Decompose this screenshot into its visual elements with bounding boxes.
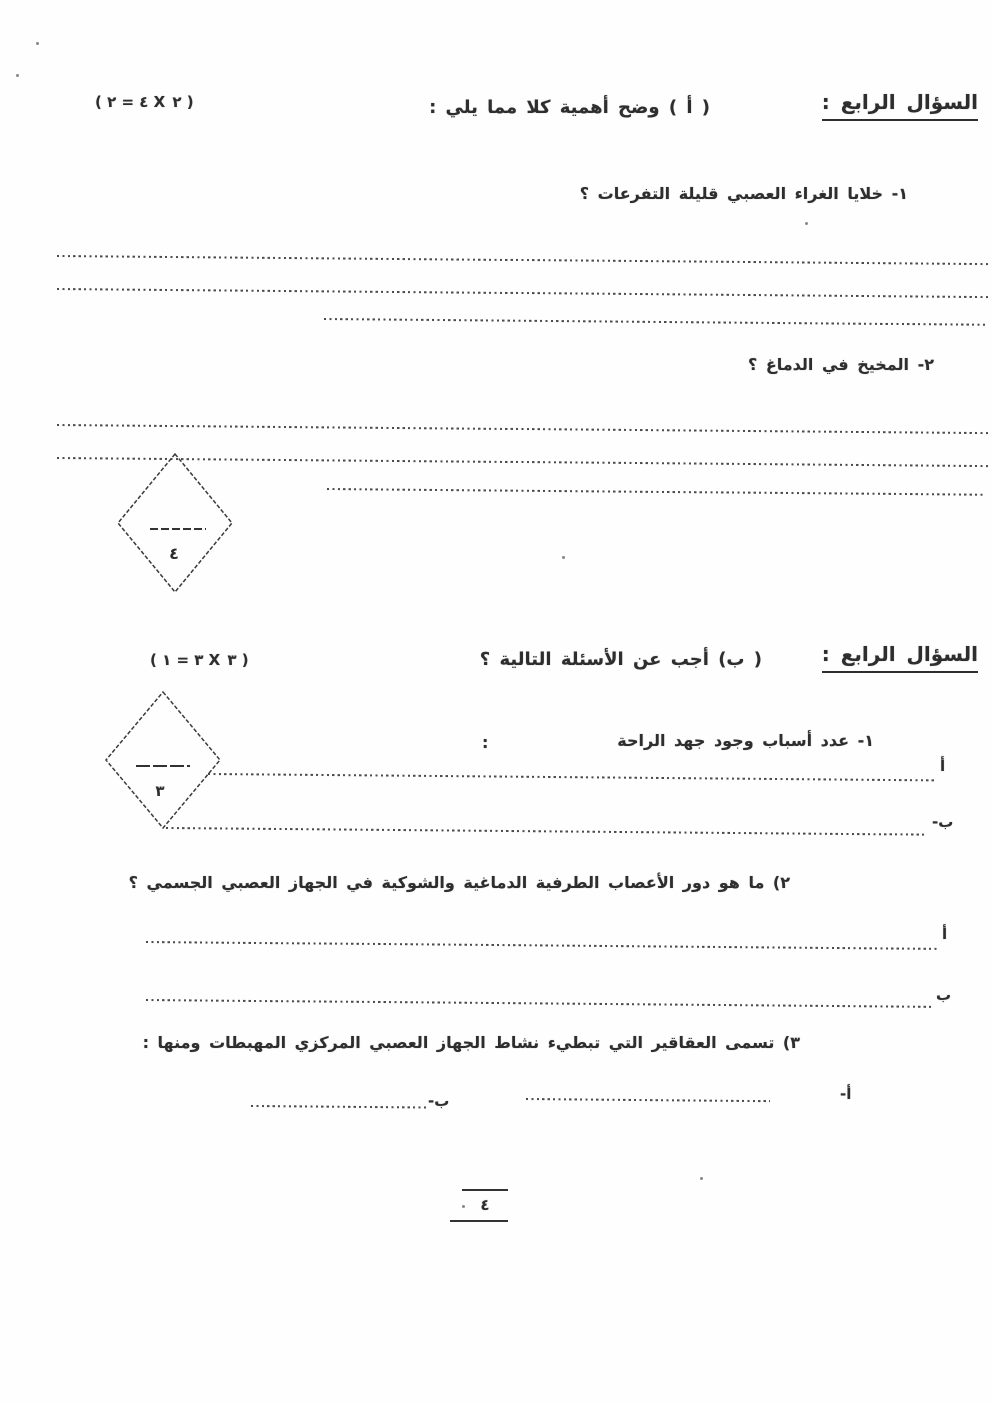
question-b2: ٢) ما هو دور الأعصاب الطرفية الدماغية والشوكية في الجهاز العصبي الجسمي ؟ bbox=[128, 873, 790, 892]
answer-dotted-line bbox=[146, 999, 934, 1008]
answer-dotted-line bbox=[208, 773, 936, 782]
section-a-marks: ( ٤ = ٢ X ٢ ) bbox=[95, 93, 194, 111]
answer-label-b2-a: أ bbox=[942, 925, 948, 943]
section-a-title: السؤال الرابع : bbox=[822, 90, 978, 121]
answer-dotted-line bbox=[146, 941, 938, 950]
answer-dotted-line bbox=[251, 1105, 427, 1109]
scan-speck bbox=[462, 1205, 465, 1208]
footer-page-number: ٤ bbox=[480, 1196, 490, 1214]
scan-speck bbox=[16, 74, 19, 77]
question-a1: ١- خلايا الغراء العصبي قليلة التفرعات ؟ bbox=[579, 184, 908, 203]
answer-label-b2-b: ب bbox=[936, 986, 952, 1004]
section-b-instruction: ( ب) أجب عن الأسئلة التالية ؟ bbox=[479, 649, 762, 670]
scan-speck bbox=[805, 222, 808, 225]
scan-speck bbox=[700, 1177, 703, 1180]
answer-label-b3-a: أ- bbox=[840, 1085, 852, 1103]
question-a2: ٢- المخيخ في الدماغ ؟ bbox=[747, 355, 934, 374]
answer-dotted-line bbox=[166, 827, 926, 836]
score-total-a: ٤ bbox=[169, 544, 179, 563]
question-b1: ١- عدد أسباب وجود جهد الراحة bbox=[617, 731, 874, 750]
answer-dotted-line bbox=[57, 424, 990, 435]
answer-dotted-line bbox=[526, 1098, 770, 1103]
footer-rule-bottom bbox=[450, 1220, 508, 1222]
score-diamond-a bbox=[110, 446, 240, 596]
answer-dotted-line bbox=[324, 318, 986, 326]
scan-speck bbox=[36, 42, 39, 45]
diamond-outline bbox=[106, 692, 220, 828]
question-b1-colon: : bbox=[482, 733, 489, 752]
section-a-instruction: ( أ ) وضح أهمية كلا مما يلي : bbox=[429, 97, 710, 118]
score-total-b: ٣ bbox=[155, 782, 165, 800]
diamond-outline bbox=[118, 454, 232, 592]
answer-label-b1-a: أ bbox=[940, 757, 946, 775]
answer-dotted-line bbox=[57, 255, 990, 266]
question-b3: ٣) تسمى العقاقير التي تبطيء نشاط الجهاز العصبي المركزي المهبطات ومنها : bbox=[142, 1033, 800, 1052]
answer-dotted-line bbox=[327, 488, 985, 496]
answer-dotted-line bbox=[57, 288, 990, 299]
footer-rule-top bbox=[462, 1189, 508, 1191]
section-b-marks: ( ٣ = ١ X ٣ ) bbox=[150, 651, 249, 669]
answer-label-b3-b: ب- bbox=[428, 1092, 450, 1110]
answer-label-b1-b: ب- bbox=[932, 813, 954, 831]
scan-speck bbox=[562, 556, 565, 559]
section-b-title: السؤال الرابع : bbox=[822, 642, 978, 673]
score-diamond-b bbox=[98, 684, 228, 834]
